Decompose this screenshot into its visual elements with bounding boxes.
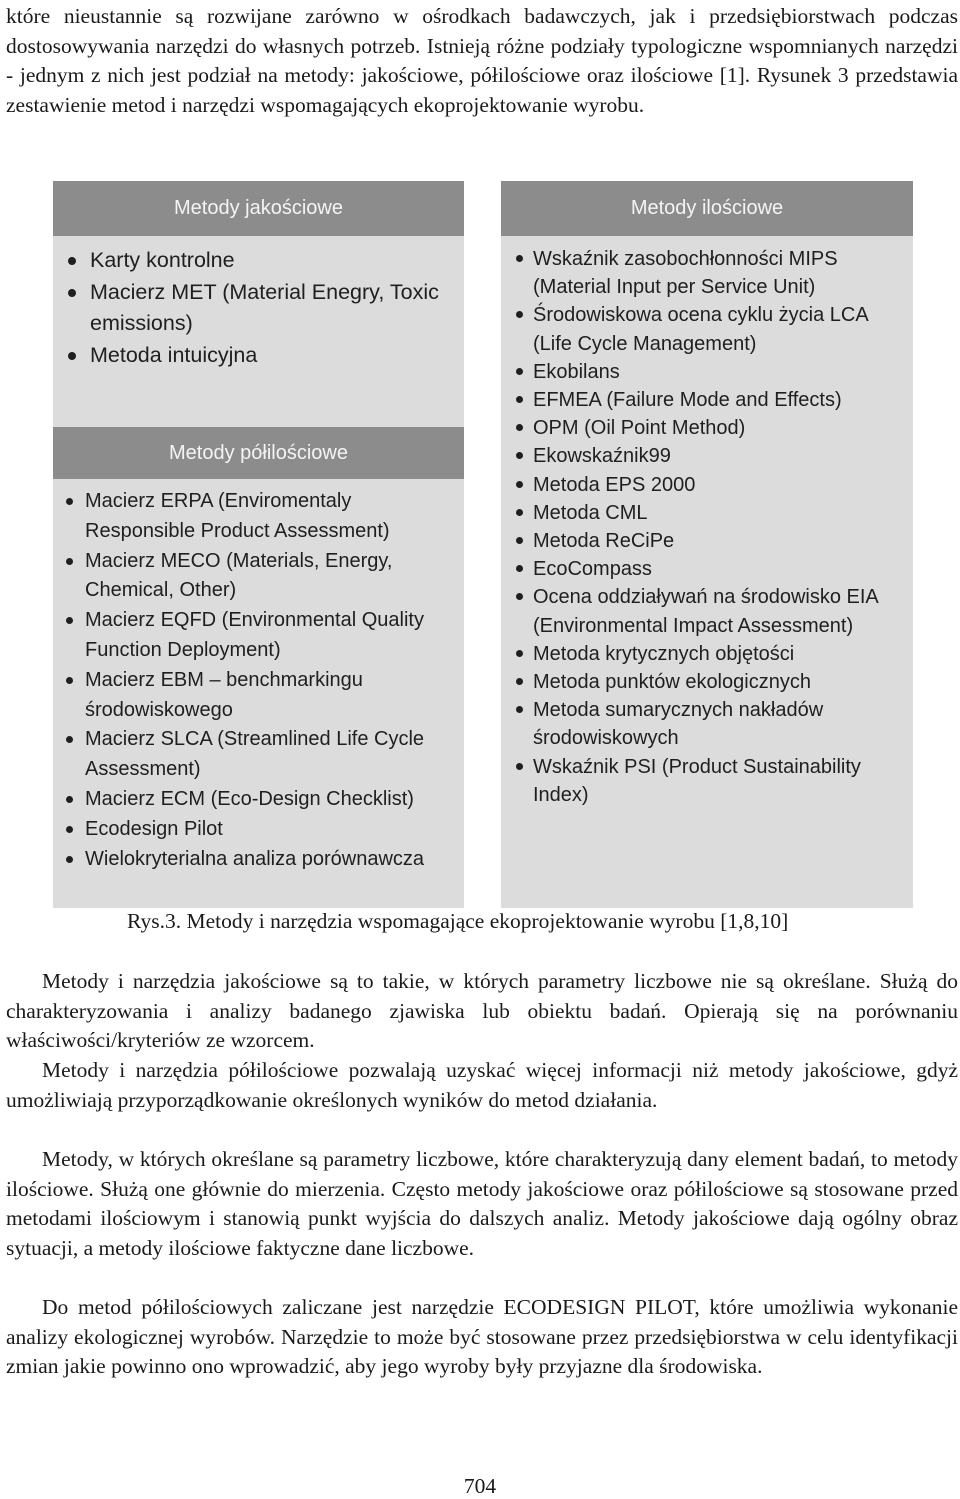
list-item-text: OPM (Oil Point Method)	[533, 417, 746, 440]
list-item-text: EcoCompass	[533, 558, 652, 581]
bullet-icon	[516, 311, 523, 318]
bullet-icon	[66, 677, 73, 684]
list-item-text: Macierz ECM (Eco-Design Checklist)	[85, 787, 414, 810]
list-item	[507, 668, 907, 696]
list-item	[57, 845, 457, 875]
body-paragraph: Metody, w których określane są parametry liczbowe, które charakteryzują dany element badań, to metody ilościowe. Służą one głównie do mierzenia. Często metody jakościowe oraz półilościowe są stosowane przed metodami ilościowym i stanowią punkt wyjścia do dalszych analiz. Metody jakościowe dają ogólny obraz sytuacji, a metody ilościowe faktyczne dane liczbowe.	[6, 1147, 958, 1260]
list-item-text: EFMEA (Failure Mode and Effects)	[533, 389, 842, 412]
list-item-text: Metoda EPS 2000	[533, 473, 696, 496]
list-item	[57, 815, 457, 845]
list-item-text: Macierz EQFD (Environmental Quality Function Deployment)	[85, 609, 424, 661]
list-item-text: Karty kontrolne	[90, 248, 235, 272]
list-item	[507, 386, 907, 414]
bullet-icon	[516, 650, 523, 657]
list-item	[507, 301, 907, 357]
quantitative-methods-list	[507, 245, 907, 809]
bullet-icon	[516, 763, 523, 770]
list-item	[507, 442, 907, 470]
list-item	[57, 725, 457, 785]
list-item-text: Metoda sumarycznych nakładów środowiskowych	[533, 699, 824, 750]
list-item-text: Ecodesign Pilot	[85, 817, 223, 840]
list-item-text: Macierz ERPA (Enviromentaly Responsible Product Assessment)	[85, 490, 390, 542]
bullet-icon	[516, 678, 523, 685]
bullet-icon	[516, 255, 523, 262]
list-item-text: Wielokryterialna analiza porównawcza	[85, 847, 425, 870]
bullet-icon	[516, 368, 523, 375]
qualitative-methods-list	[56, 245, 456, 371]
list-item	[507, 358, 907, 386]
list-item	[57, 666, 457, 726]
list-item-text: Wskaźnik zasobochłonności MIPS (Material Input per Service Unit)	[533, 248, 838, 299]
figure-caption: Rys.3. Metody i narzędzia wspomagające ekoprojektowanie wyrobu [1,8,10]	[127, 909, 789, 933]
list-item	[507, 471, 907, 499]
list-item	[57, 487, 457, 547]
bullet-icon	[516, 537, 523, 544]
bullet-icon	[68, 289, 76, 297]
list-item	[56, 245, 456, 277]
quantitative-methods-panel	[501, 181, 913, 908]
bullet-icon	[516, 396, 523, 403]
list-item-text: Ekobilans	[533, 360, 620, 383]
list-item	[56, 277, 456, 340]
bullet-icon	[66, 736, 73, 743]
bullet-icon	[66, 796, 73, 803]
list-item-text: Macierz MET (Material Enegry, Toxic emissions)	[90, 279, 439, 335]
bullet-icon	[66, 826, 73, 833]
list-item-text: Macierz MECO (Materials, Energy, Chemical, Other)	[85, 549, 393, 602]
list-item-text: Metoda intuicyjna	[90, 342, 258, 367]
list-item-text: Wskaźnik PSI (Product Sustainability Index)	[533, 755, 861, 806]
list-item	[507, 527, 907, 555]
list-item-text: Metoda krytycznych objętości	[533, 642, 795, 665]
list-item	[507, 555, 907, 583]
bullet-icon	[68, 352, 76, 360]
list-item	[507, 753, 907, 809]
quantitative-methods-title: Metody ilościowe	[501, 181, 913, 236]
list-item-text: Macierz SLCA (Streamlined Life Cycle Assessment)	[85, 728, 425, 781]
list-item-text: Metoda punktów ekologicznych	[533, 671, 811, 694]
bullet-icon	[66, 498, 73, 505]
list-item-text: Metoda ReCiPe	[533, 530, 675, 553]
semi-quantitative-methods-panel	[53, 427, 464, 908]
list-item	[507, 696, 907, 752]
qualitative-methods-title: Metody jakościowe	[53, 181, 464, 236]
list-item-text: Ocena oddziaływań na środowisko EIA (Environmental Impact Assessment)	[533, 586, 878, 637]
list-item	[507, 245, 907, 301]
list-item	[507, 499, 907, 527]
semi-quantitative-methods-title: Metody półilościowe	[53, 427, 464, 479]
bullet-icon	[516, 593, 523, 600]
list-item	[57, 606, 457, 666]
bullet-icon	[66, 856, 73, 863]
qualitative-methods-panel	[53, 181, 464, 427]
bullet-icon	[516, 481, 523, 488]
intro-paragraph: które nieustannie są rozwijane zarówno w ośrodkach badawczych, jak i przedsiębiorstwach podczas dostosowywania narzędzi do własnych potrzeb. Istnieją różne podziały typologiczne wspomnianych narzędzi - jednym z nich jest podział na metody: jakościowe, półilościowe oraz ilościowe [1]. Rysunek 3 przedstawia zestawienie metod i narzędzi wspomagających ekoprojektowanie wyrobu.	[6, 4, 958, 117]
bullet-icon	[516, 706, 523, 713]
body-paragraph: Metody i narzędzia półilościowe pozwalają uzyskać więcej informacji niż metody jakościowe, gdyż umożliwiają przyporządkowanie określonych wyników do metod działania.	[6, 1058, 958, 1112]
list-item	[57, 785, 457, 815]
list-item	[507, 583, 907, 639]
body-paragraph: Metody i narzędzia jakościowe są to takie, w których parametry liczbowe nie są określane. Służą do charakteryzowania i analizy badanego zjawiska lub obiektu badań. Opierają się na porównaniu właściwości/kryteriów ze wzorcem.	[6, 969, 958, 1053]
list-item	[507, 640, 907, 668]
bullet-icon	[516, 424, 523, 431]
list-item-text: Macierz EBM – benchmarkingu środowiskowego	[85, 668, 363, 721]
semi-quantitative-methods-list	[57, 487, 457, 874]
list-item-text: Metoda CML	[533, 501, 648, 524]
bullet-icon	[66, 558, 73, 565]
bullet-icon	[516, 565, 523, 572]
list-item-text: Ekowskaźnik99	[533, 445, 671, 468]
list-item-text: Środowiskowa ocena cyklu życia LCA (Life Cycle Management)	[533, 304, 868, 355]
bullet-icon	[68, 257, 76, 265]
bullet-icon	[66, 617, 73, 624]
page-number: 704	[463, 1474, 497, 1498]
list-item	[56, 340, 456, 372]
list-item	[57, 547, 457, 607]
body-paragraph: Do metod półilościowych zaliczane jest narzędzie ECODESIGN PILOT, które umożliwia wykonanie analizy ekologicznej wyrobów. Narzędzie to może być stosowane przez przedsiębiorstwa w celu identyfikacji zmian jakie powinno ono wprowadzić, aby jego wyroby były przyjazne dla środowiska.	[6, 1295, 958, 1379]
list-item	[507, 414, 907, 442]
bullet-icon	[516, 452, 523, 459]
bullet-icon	[516, 509, 523, 516]
